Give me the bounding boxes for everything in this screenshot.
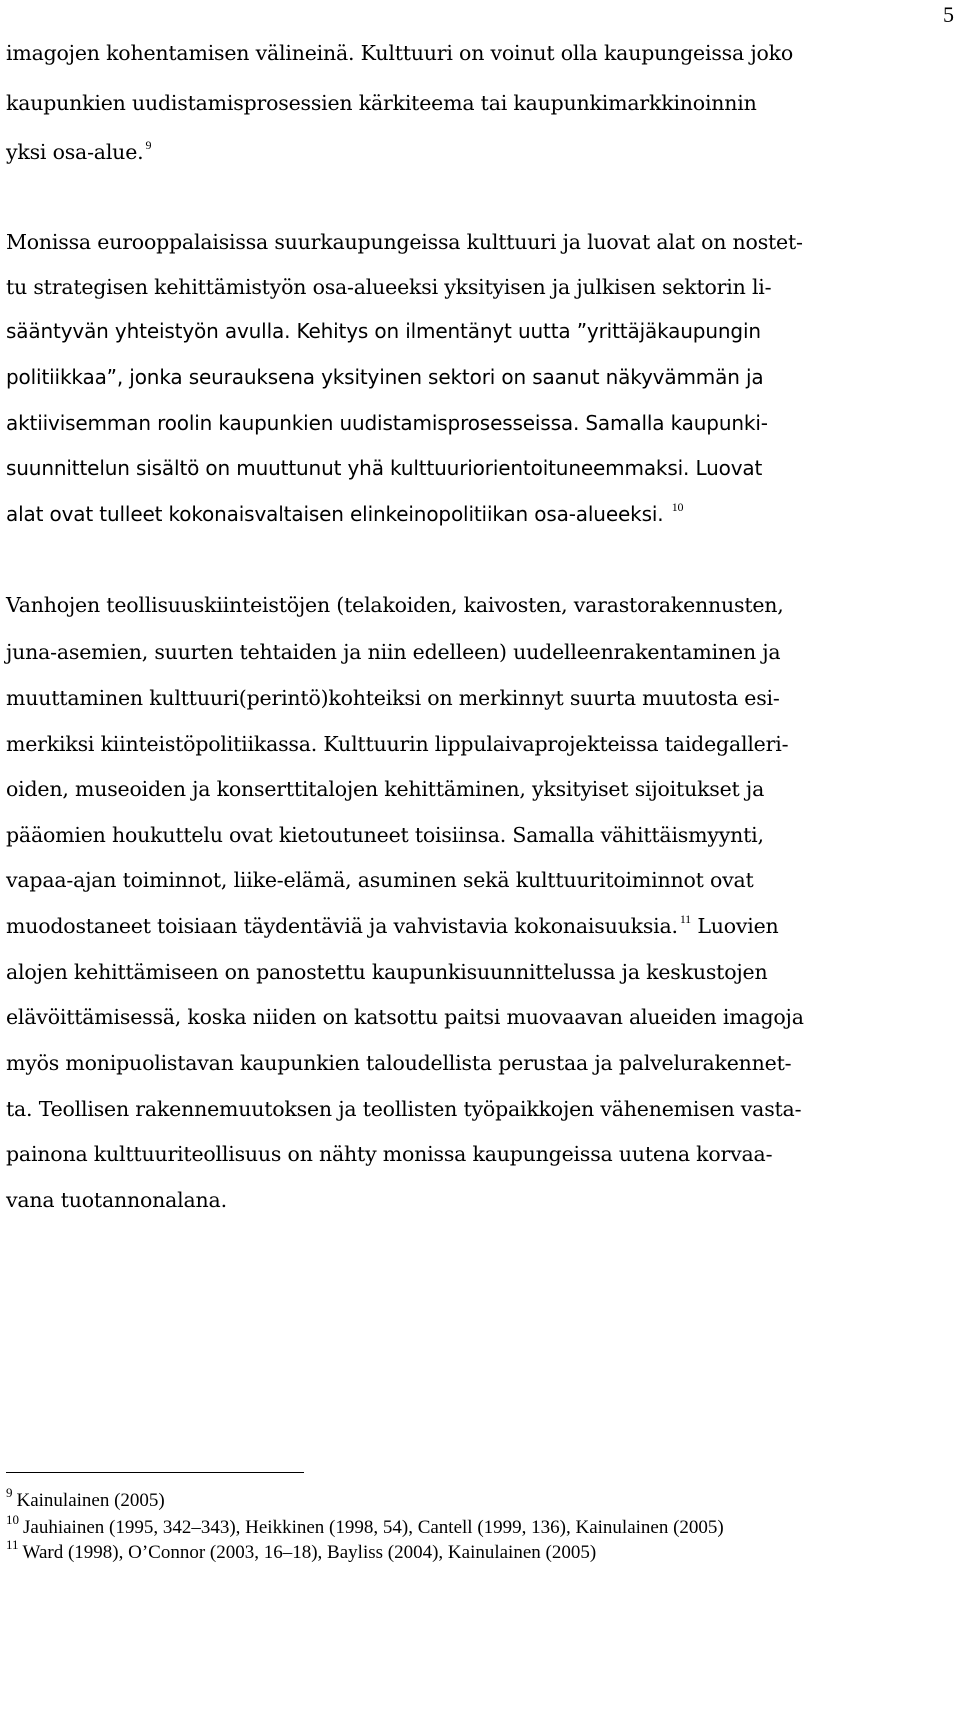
text-line: suunnittelun sisältö on muuttunut yhä kulttuuriorientoituneemmaksi. Luovat xyxy=(6,456,763,480)
footnote-number: 10 xyxy=(6,1512,19,1527)
footnote-text: Jauhiainen (1995, 342–343), Heikkinen (1998, 54), Cantell (1999, 136), Kainulainen (2005) xyxy=(23,1517,724,1538)
text-line: vana tuotannonalana. xyxy=(6,1188,227,1212)
text-line: politiikkaa”, jonka seurauksena yksityinen sektori on saanut näkyvämmän ja xyxy=(6,365,764,389)
footnote-reference: 10 xyxy=(671,500,684,514)
text-line: oiden, museoiden ja konserttitalojen kehittäminen, yksityiset sijoitukset ja xyxy=(6,777,765,801)
text-line: aktiivisemman roolin kaupunkien uudistamisprosesseissa. Samalla kaupunki- xyxy=(6,411,768,435)
text-fragment: Luovien xyxy=(697,914,779,938)
footnote xyxy=(6,1485,165,1511)
text-line: myös monipuolistavan kaupunkien taloudellista perustaa ja palvelurakennet- xyxy=(6,1051,792,1075)
footnote xyxy=(6,1512,724,1538)
footnote-number: 11 xyxy=(6,1537,19,1552)
text-line: juna-asemien, suurten tehtaiden ja niin edelleen) uudelleenrakentaminen ja xyxy=(6,640,781,664)
text-line: pääomien houkuttelu ovat kietoutuneet toisiinsa. Samalla vähittäismyynti, xyxy=(6,823,764,847)
text-line: tu strategisen kehittämistyön osa-alueeksi yksityisen ja julkisen sektorin li- xyxy=(6,275,772,299)
text-line: muuttaminen kulttuuri(perintö)kohteiksi on merkinnyt suurta muutosta esi- xyxy=(6,686,780,710)
text-line: sääntyvän yhteistyön avulla. Kehitys on ilmentänyt uutta ”yrittäjäkaupungin xyxy=(6,319,761,343)
footnote xyxy=(6,1537,597,1563)
text-line: vapaa-ajan toiminnot, liike-elämä, asuminen sekä kulttuuritoiminnot ovat xyxy=(6,868,754,892)
footnote-separator xyxy=(6,1472,304,1473)
text-line: alojen kehittämiseen on panostettu kaupunkisuunnittelussa ja keskustojen xyxy=(6,960,768,984)
text-line: Monissa eurooppalaisissa suurkaupungeissa kulttuuri ja luovat alat on nostet- xyxy=(6,230,803,254)
text-line: ta. Teollisen rakennemuutoksen ja teollisten työpaikkojen vähenemisen vasta- xyxy=(6,1097,802,1121)
text-line: kaupunkien uudistamisprosessien kärkiteema tai kaupunkimarkkinoinnin xyxy=(6,91,757,115)
text-line xyxy=(6,500,684,526)
text-line: Vanhojen teollisuuskiinteistöjen (telakoiden, kaivosten, varastorakennusten, xyxy=(6,593,784,617)
text-line xyxy=(6,138,152,164)
text-fragment: alat ovat tulleet kokonaisvaltaisen elinkeinopolitiikan osa-alueeksi. xyxy=(6,502,664,526)
text-line: imagojen kohentamisen välineinä. Kulttuuri on voinut olla kaupungeissa joko xyxy=(6,41,793,65)
text-line: painona kulttuuriteollisuus on nähty monissa kaupungeissa uutena korvaa- xyxy=(6,1142,773,1166)
footnote-number: 9 xyxy=(6,1485,13,1500)
page-number: 5 xyxy=(943,2,954,27)
footnote-reference: 11 xyxy=(679,912,691,926)
text-line: elävöittämisessä, koska niiden on katsottu paitsi muovaavan alueiden imagoja xyxy=(6,1005,804,1029)
footnote-text: Kainulainen (2005) xyxy=(16,1490,165,1511)
text-line xyxy=(6,912,779,938)
text-line: merkiksi kiinteistöpolitiikassa. Kulttuurin lippulaivaprojekteissa taidegalleri- xyxy=(6,732,789,756)
footnote-text: Ward (1998), O’Connor (2003, 16–18), Bayliss (2004), Kainulainen (2005) xyxy=(22,1542,597,1563)
text-fragment: muodostaneet toisiaan täydentäviä ja vahvistavia kokonaisuuksia. xyxy=(6,914,678,938)
footnote-reference: 9 xyxy=(145,138,152,152)
text-fragment: yksi osa-alue. xyxy=(6,140,144,164)
